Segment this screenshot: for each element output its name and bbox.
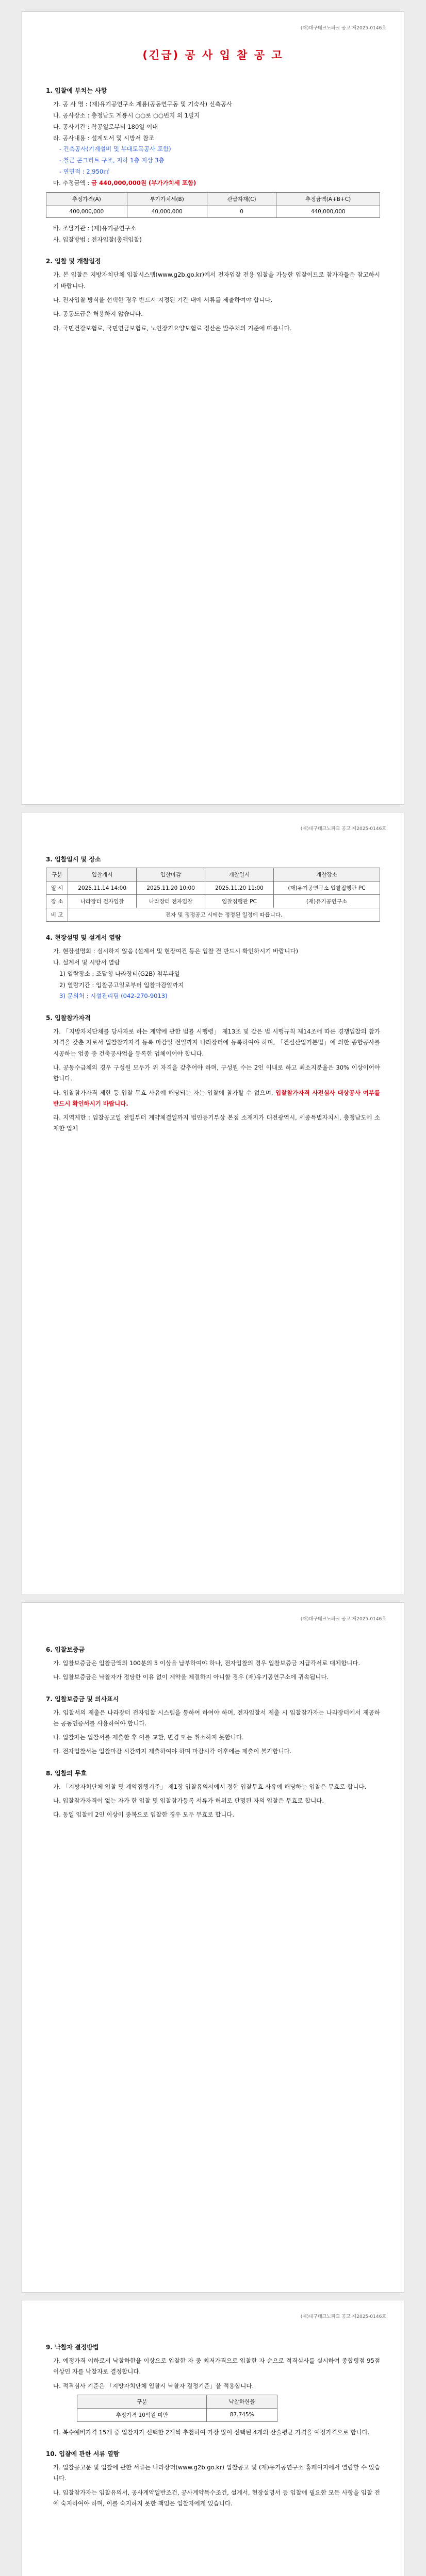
table-header: 관급자재(C) (207, 192, 276, 206)
table-header: 입찰마감 (137, 868, 205, 882)
section-heading: 10. 입찰에 관한 서류 열람 (46, 2450, 120, 2458)
table-cell: 87.745% (207, 2408, 277, 2421)
running-header: (재)대구테크노파크 공고 제2025-0146호 (300, 826, 386, 832)
section-heading: 3. 입찰일시 및 장소 (46, 856, 101, 863)
table-cell: 2025.11.14 14:00 (68, 882, 137, 895)
text-line: 2) 열람기간 : 입찰공고일로부터 입찰마감일까지 (59, 981, 184, 989)
table-header: 부가가치세(B) (127, 192, 207, 206)
text-paragraph: 다. 전자입찰서는 입찰마감 시간까지 제출하여야 하며 마감시각 이후에는 제출이 불가합니다. (53, 1748, 292, 1755)
table-cell: 2025.11.20 10:00 (137, 882, 205, 895)
text-paragraph: 라. 지역제한 : 입찰공고일 전일부터 계약체결일까지 법인등기부상 본점 소재지가 대전광역시, 세종특별자치시, 충청남도에 소재한 업체 (53, 1114, 380, 1132)
page-title: (긴급) 공 사 입 찰 공 고 (142, 49, 284, 61)
text-paragraph: 나. 입찰참가자격이 없는 자가 한 입찰 및 입찰참가등록 서류가 허위로 판명된 자의 입찰은 무효로 합니다. (53, 1797, 324, 1804)
text-line: 바. 조달기관 : (재)유기공연구소 (53, 224, 136, 232)
table-header: 추정금액(A+B+C) (276, 192, 380, 206)
text-line: 3) 문의처 : 시설관리팀 (042-270-9013) (59, 992, 168, 1000)
text-paragraph: 라. 국민건강보험료, 국민연금보험료, 노인장기요양보험료 정산은 발주처의 기준에 따릅니다. (53, 324, 292, 332)
text-line: 사. 입찰방법 : 전자입찰(총액입찰) (53, 235, 142, 243)
text-paragraph: 나. 입찰보증금은 낙찰자가 정당한 이유 없이 계약을 체결하지 아니할 경우 (재)유기공연구소에 귀속됩니다. (53, 1673, 329, 1681)
text-paragraph: 나. 입찰참가자는 입찰유의서, 공사계약일반조건, 공사계약특수조건, 설계서, 현장설명서 등 입찰에 필요한 모든 사항을 입찰 전에 숙지하여야 하며, 이를 숙지하지 못한 책임은 입찰자에게 있습니다. (53, 2488, 380, 2507)
text-line: 나. 설계서 및 시방서 열람 (53, 958, 120, 966)
document-page-1 (22, 11, 404, 805)
text-line: 라. 공사내용 : 설계도서 및 시방서 참조 (53, 134, 155, 142)
table-cell: 440,000,000 (276, 206, 380, 217)
table-cell: 비 고 (46, 908, 68, 922)
document-page-3 (22, 1602, 404, 2293)
section-heading: 7. 입찰보증금 및 의사표시 (46, 1695, 119, 1703)
text-paragraph: 가. 입찰보증금은 입찰금액의 100분의 5 이상을 납부하여야 하나, 전자입찰의 경우 입찰보증금 지급각서로 대체합니다. (53, 1659, 361, 1667)
estimated-price: 마. 추정금액 : 금 440,000,000원 (부가가치세 포함) (53, 179, 196, 187)
running-header: (재)대구테크노파크 공고 제2025-0146호 (300, 2314, 386, 2319)
section-heading: 8. 입찰의 무효 (46, 1769, 87, 1777)
table-header: 구분 (77, 2395, 207, 2408)
text-paragraph: 나. 공동수급체의 경우 구성원 모두가 위 자격을 갖추어야 하며, 구성원 수는 2인 이내로 하고 최소지분율은 30% 이상이어야 합니다. (53, 1064, 380, 1082)
text-line: 나. 공사장소 : 충청남도 계룡시 ○○로 ○○번지 외 1필지 (53, 111, 200, 119)
text-paragraph: 가. 입찰공고문 및 입찰에 관한 서류는 나라장터(www.g2b.go.kr) 입찰공고 및 (재)유기공연구소 홈페이지에서 열람할 수 있습니다. (53, 2464, 380, 2482)
text-line: 1) 열람장소 : 조달청 나라장터(G2B) 첨부파일 (59, 970, 180, 977)
text-paragraph: 다. 입찰참가자격 제한 등 입찰 무효 사유에 해당되는 자는 입찰에 참가할 수 없으며, 입찰참가자격 사전심사 대상공사 여부를 반드시 확인하시기 바랍니다. (53, 1089, 380, 1107)
table-header: 개찰일시 (205, 868, 274, 882)
table-header: 추정가격(A) (46, 192, 127, 206)
table-cell: 0 (207, 206, 276, 217)
document-page-4 (22, 2300, 404, 2576)
section-heading: 4. 현장설명 및 설계서 열람 (46, 934, 121, 941)
text-line: - 건축공사(기계설비 및 부대토목공사 포함) (59, 145, 171, 153)
table-cell: 장 소 (46, 895, 68, 908)
text-paragraph: 가. 본 입찰은 지방자치단체 입찰시스템(www.g2b.go.kr)에서 전자입찰 전용 입찰을 가능한 입찰이므로 참가자들은 참고하시기 바랍니다. (53, 271, 380, 290)
table-cell: 400,000,000 (46, 206, 127, 217)
section-heading: 1. 입찰에 부치는 사항 (46, 87, 107, 94)
text-line: 다. 공사기간 : 착공일로부터 180일 이내 (53, 123, 158, 130)
text-paragraph: 가. 예정가격 이하로서 낙찰하한율 이상으로 입찰한 자 중 최저가격으로 입찰한 자 순으로 적격심사를 실시하여 종합평점 95점 이상인 자를 낙찰자로 결정합니다. (53, 2357, 380, 2376)
table-cell: 2025.11.20 11:00 (205, 882, 274, 895)
text-line: 가. 현장설명회 : 실시하지 않음 (설계서 및 현장여건 등은 입찰 전 반드시 확인하시기 바랍니다) (53, 947, 299, 955)
schedule-table (46, 868, 380, 922)
table-cell: 일 시 (46, 882, 68, 895)
text-line: - 철근 콘크리트 구조, 지하 1층 지상 3층 (59, 157, 165, 164)
text-paragraph: 나. 전자입찰 방식을 선택한 경우 반드시 지정된 기간 내에 서류를 제출하여야 합니다. (53, 296, 273, 303)
text-paragraph: 가. 입찰서의 제출은 나라장터 전자입찰 시스템을 통하여 하여야 하며, 전자입찰서 제출 시 입찰참가자는 나라장터에서 제공하는 공동인증서를 사용하여야 합니다. (53, 1708, 380, 1727)
section-heading: 6. 입찰보증금 (46, 1646, 85, 1653)
text-paragraph: 다. 동일 입찰에 2인 이상이 중복으로 입찰한 경우 모두 무효로 합니다. (53, 1811, 235, 1819)
text-paragraph: 나. 입찰자는 입찰서를 제출한 후 이를 교환, 변경 또는 취소하지 못합니다. (53, 1734, 244, 1741)
table-cell: (재)유기공연구소 입찰집행관 PC (273, 882, 380, 895)
table-header: 낙찰하한율 (207, 2395, 277, 2408)
text-line: - 연면적 : 2,950㎡ (59, 168, 109, 176)
text-paragraph: 나. 적격심사 기준은 「지방자치단체 입찰시 낙찰자 결정기준」을 적용합니다. (53, 2382, 254, 2389)
section-heading: 9. 낙찰자 결정방법 (46, 2344, 99, 2351)
section-heading: 2. 입찰 및 개찰일정 (46, 258, 101, 265)
section-heading: 5. 입찰참가자격 (46, 1014, 91, 1022)
table-header: 개찰장소 (273, 868, 380, 882)
text-paragraph: 가. 「지방자치단체를 당사자로 하는 계약에 관한 법률 시행령」 제13조 및 같은 법 시행규칙 제14조에 따른 경쟁입찰의 참가자격을 갖춘 자로서 입찰참가자격 등록 마감일 전일까지 나라장터에 등록하여야 하며, 「건설산업기본법」에 의한 종합공사를 시공하는 업종 중 건축공사업을 등록한 업체이어야 합니다. (53, 1028, 380, 1057)
table-cell: 추정가격 10억원 미만 (77, 2408, 207, 2421)
text-paragraph: 다. 복수예비가격 15개 중 입찰자가 선택한 2개씩 추첨하여 가장 많이 선택된 4개의 산술평균 가격을 예정가격으로 합니다. (53, 2428, 370, 2436)
text-paragraph: 다. 공동도급은 허용하지 않습니다. (53, 310, 143, 318)
text-line: 가. 공 사 명 : (재)유기공연구소 계룡(공동연구동 및 기숙사) 신축공사 (53, 100, 233, 108)
table-header: 구분 (46, 868, 68, 882)
text-paragraph: 가. 「지방자치단체 입찰 및 계약집행기준」 제1장 입찰유의서에서 정한 입찰무효 사유에 해당하는 입찰은 무효로 합니다. (53, 1783, 367, 1790)
rate-table (77, 2395, 277, 2422)
table-cell: 입찰집행관 PC (205, 895, 274, 908)
price-table (46, 192, 380, 218)
table-cell: 전자 및 정정공고 시에는 정정된 일정에 따릅니다. (68, 908, 380, 922)
table-header: 입찰개시 (68, 868, 137, 882)
table-cell: 나라장터 전자입찰 (137, 895, 205, 908)
document-page-2 (22, 812, 404, 1595)
table-cell: (재)유기공연구소 (273, 895, 380, 908)
running-header: (재)대구테크노파크 공고 제2025-0146호 (300, 1617, 386, 1622)
running-header: (재)대구테크노파크 공고 제2025-0146호 (300, 26, 386, 31)
table-cell: 40,000,000 (127, 206, 207, 217)
table-cell: 나라장터 전자입찰 (68, 895, 137, 908)
